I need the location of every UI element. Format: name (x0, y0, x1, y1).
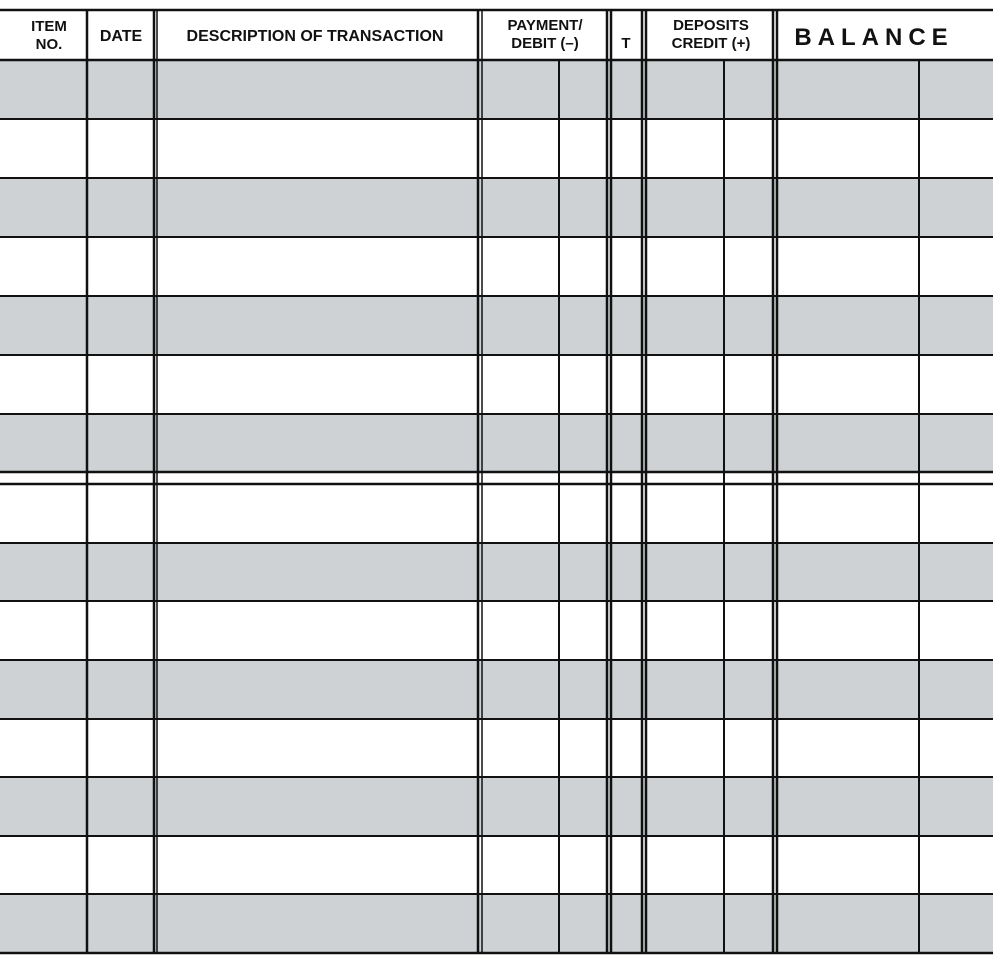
header-payment-debit-line2: DEBIT (–) (511, 35, 579, 52)
register-row[interactable] (0, 836, 993, 894)
register-row[interactable] (0, 543, 993, 601)
register-header (31, 17, 954, 53)
register-row[interactable] (0, 777, 993, 836)
register-row[interactable] (0, 719, 993, 777)
header-date: DATE (99, 28, 143, 45)
header-payment-debit-line1: PAYMENT/ (507, 17, 583, 34)
register-row[interactable] (0, 355, 993, 414)
register-row[interactable] (0, 178, 993, 237)
header-deposits-credit-line2: CREDIT (+) (671, 35, 751, 52)
header-item-no-line2: NO. (35, 36, 63, 53)
register-rows (0, 60, 993, 953)
register-row[interactable] (0, 660, 993, 719)
register-row[interactable] (0, 414, 993, 472)
double-rule-gap (0, 472, 993, 484)
header-balance: BALANCE (794, 24, 954, 51)
header-t: T (621, 35, 631, 52)
header-item-no-line1: ITEM (31, 18, 67, 35)
register-row[interactable] (0, 601, 993, 660)
header-description: DESCRIPTION OF TRANSACTION (186, 28, 444, 45)
register-row[interactable] (0, 237, 993, 296)
register-row[interactable] (0, 296, 993, 355)
register-row[interactable] (0, 484, 993, 543)
header-deposits-credit-line1: DEPOSITS (673, 17, 749, 34)
register-row[interactable] (0, 60, 993, 119)
register-row[interactable] (0, 119, 993, 178)
register-row[interactable] (0, 894, 993, 953)
